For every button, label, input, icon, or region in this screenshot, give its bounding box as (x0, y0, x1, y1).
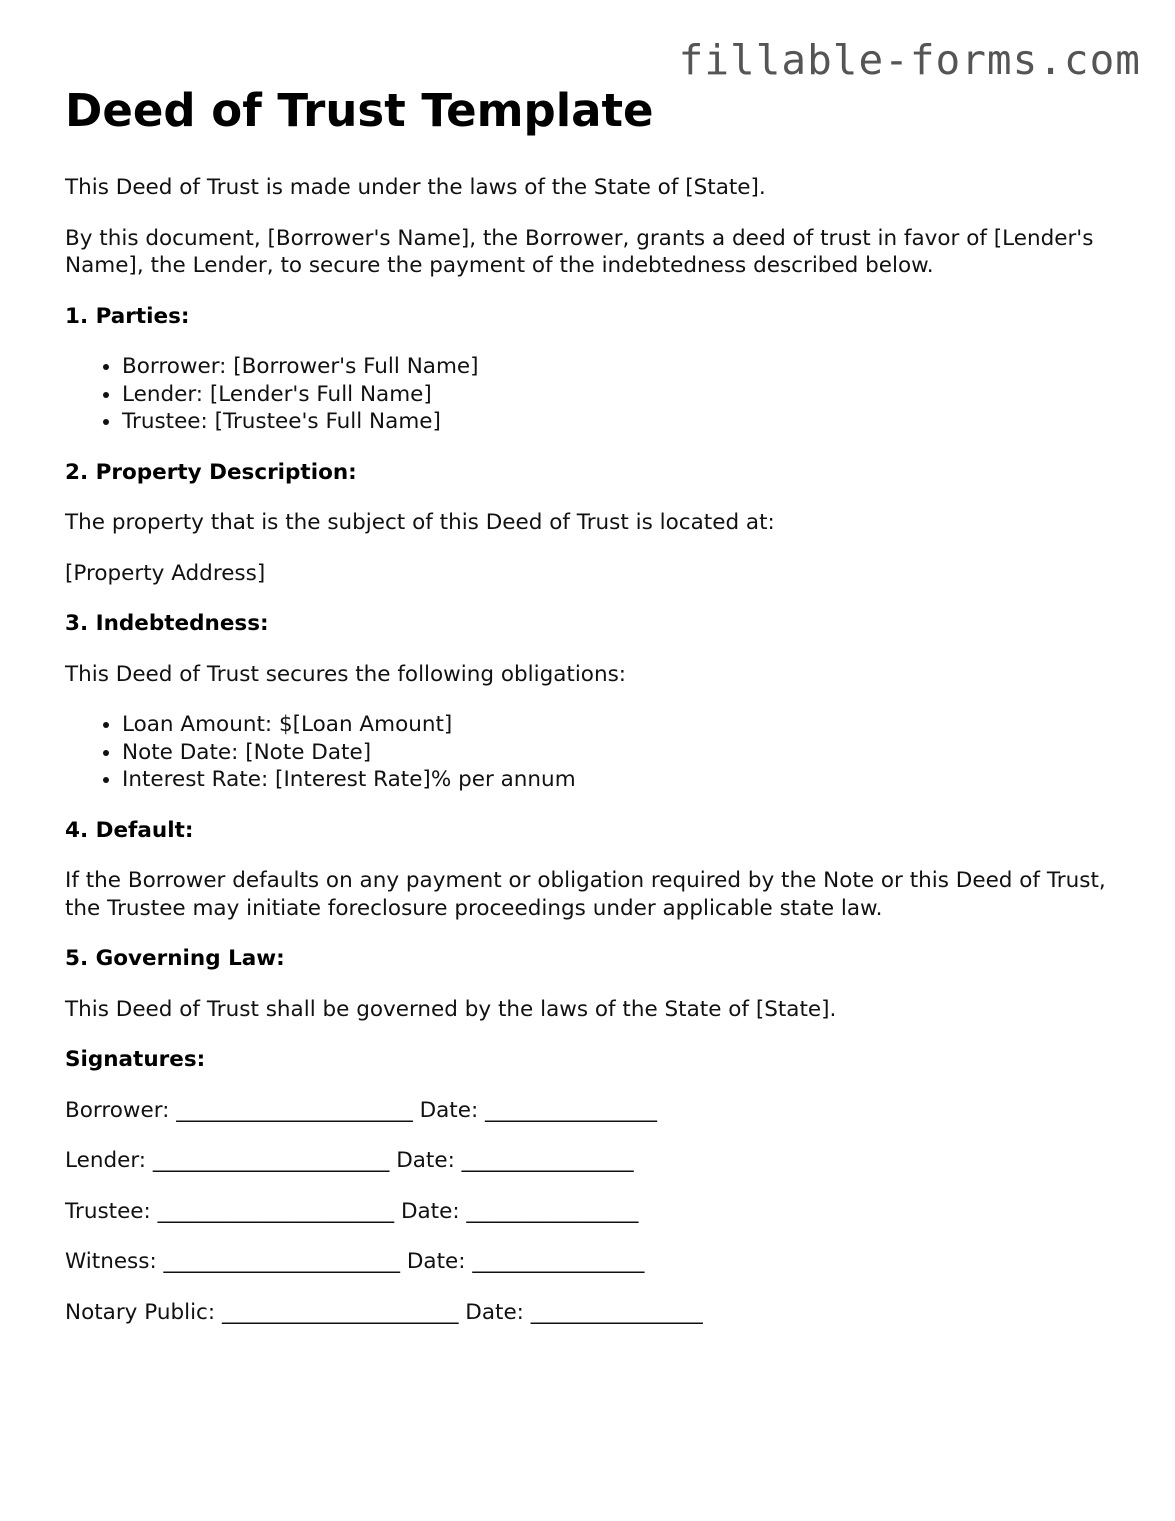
list-item: • Note Date: [Note Date] (122, 739, 1125, 767)
list-item: • Interest Rate: [Interest Rate]% per annum (122, 766, 1125, 794)
governing-law-text: This Deed of Trust shall be governed by the laws of the State of [State]. (65, 996, 837, 1022)
section-heading-parties: 1. Parties: (65, 303, 190, 329)
indebtedness-text: This Deed of Trust secures the following obligations: (65, 661, 627, 687)
list-item: • Trustee: [Trustee's Full Name] (122, 408, 1125, 436)
intro-paragraph: By this document, [Borrower's Name], the Borrower, grants a deed of trust in favor of [Lender's Name], the Lender, to secure the payment of the indebtedness described below. (65, 225, 1094, 278)
property-text: The property that is the subject of this Deed of Trust is located at: (65, 510, 775, 535)
document-page (65, 80, 1125, 1349)
watermark: fillable-forms.com (678, 36, 1141, 84)
section-heading-property: 2. Property Description: (65, 459, 357, 485)
signature-line-borrower[interactable]: Borrower: ______________________ Date: ________________ (65, 1097, 658, 1123)
signature-line-lender[interactable]: Lender: ______________________ Date: ________________ (65, 1148, 634, 1173)
default-text: If the Borrower defaults on any payment or obligation required by the Note or this Deed of Trust, the Trustee may initiate foreclosure proceedings under applicable state law. (65, 868, 1106, 921)
indebtedness-list (65, 711, 1125, 794)
property-address: [Property Address] (65, 560, 266, 586)
list-item: • Lender: [Lender's Full Name] (122, 381, 1125, 409)
intro-paragraph: This Deed of Trust is made under the laws of the State of [State]. (65, 175, 766, 200)
signature-line-witness[interactable]: Witness: ______________________ Date: ________________ (65, 1249, 645, 1274)
section-heading-default: 4. Default: (65, 817, 194, 843)
section-heading-signatures: Signatures: (65, 1047, 206, 1072)
parties-list (65, 353, 1125, 436)
section-heading-governing-law: 5. Governing Law: (65, 946, 285, 971)
section-heading-indebtedness: 3. Indebtedness: (65, 611, 269, 636)
signature-line-notary[interactable]: Notary Public: ______________________ Date: ________________ (65, 1299, 703, 1325)
signature-line-trustee[interactable]: Trustee: ______________________ Date: ________________ (65, 1198, 639, 1224)
list-item: • Loan Amount: $[Loan Amount] (122, 711, 1125, 739)
list-item: • Borrower: [Borrower's Full Name] (122, 353, 1125, 381)
document-title: Deed of Trust Template (65, 84, 654, 137)
